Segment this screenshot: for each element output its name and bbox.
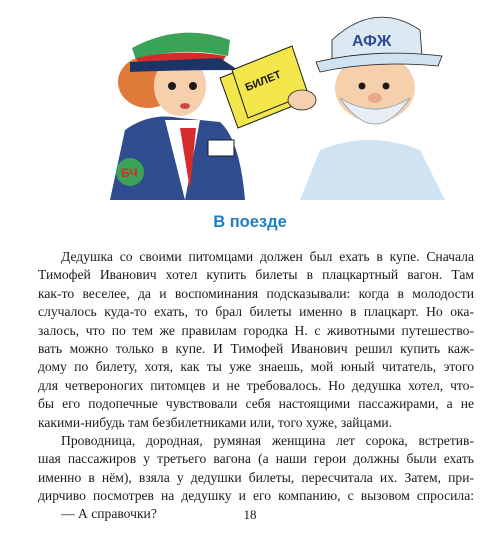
hat-letters: АФЖ xyxy=(352,33,392,50)
text-line: как-то веселее, да и воспоминания подсказывали: когда в молодости xyxy=(38,285,474,301)
text-line: дому по билету, хотя, как ты уже знаешь, мой юный читатель, этого xyxy=(38,359,474,375)
page-number: 18 xyxy=(243,507,257,522)
text-line: шая пассажиров у третьего вагона (а наши герои должны были ехать xyxy=(38,451,474,467)
conductor-figure xyxy=(110,33,245,200)
text-line: Дедушка со своими питомцами должен был ехать в купе. Сначала xyxy=(61,249,474,264)
conductor-badge-text: БЧ xyxy=(121,166,138,180)
text-line: вать можно только в купе. И Тимофей Иванович решил купить каж- xyxy=(38,340,474,356)
text-line: — А справочки? xyxy=(61,506,157,522)
chapter-title: В поезде xyxy=(213,213,287,231)
conductor-and-grandpa-illustration xyxy=(70,0,450,200)
text-line: для четвероногих питомцев и не требовалось. Но дедушка хотел, что- xyxy=(38,377,474,393)
ticket-label: БИЛЕТ xyxy=(243,68,283,95)
text-line: именно в нём), взяла у дедушки билеты, пересчитала их. Затем, при- xyxy=(38,469,474,485)
text-line: дирчиво посмотрев на дедушку и его компанию, с вызовом спросила: xyxy=(38,488,474,504)
text-line: случалось куда-то ехать, то брал билеты именно в плацкарт. Но ока- xyxy=(38,304,474,320)
text-line: бы его подопечные чувствовали себя настоящими пассажирами, а не xyxy=(38,396,474,412)
text-line: залось, что по тем же правилам городка Н. с животными путешество- xyxy=(38,322,474,338)
body-text xyxy=(38,248,474,524)
text-line: Проводница, дородная, румяная женщина лет сорока, встретив- xyxy=(61,432,474,448)
text-line: какими-нибудь там безбилетниками или, того хуже, зайцами. xyxy=(38,414,393,430)
tickets-image xyxy=(220,46,316,128)
text-line: Тимофей Иванович хотел купить билеты в плацкартный вагон. Там xyxy=(38,267,474,283)
grandpa-figure xyxy=(300,17,445,200)
